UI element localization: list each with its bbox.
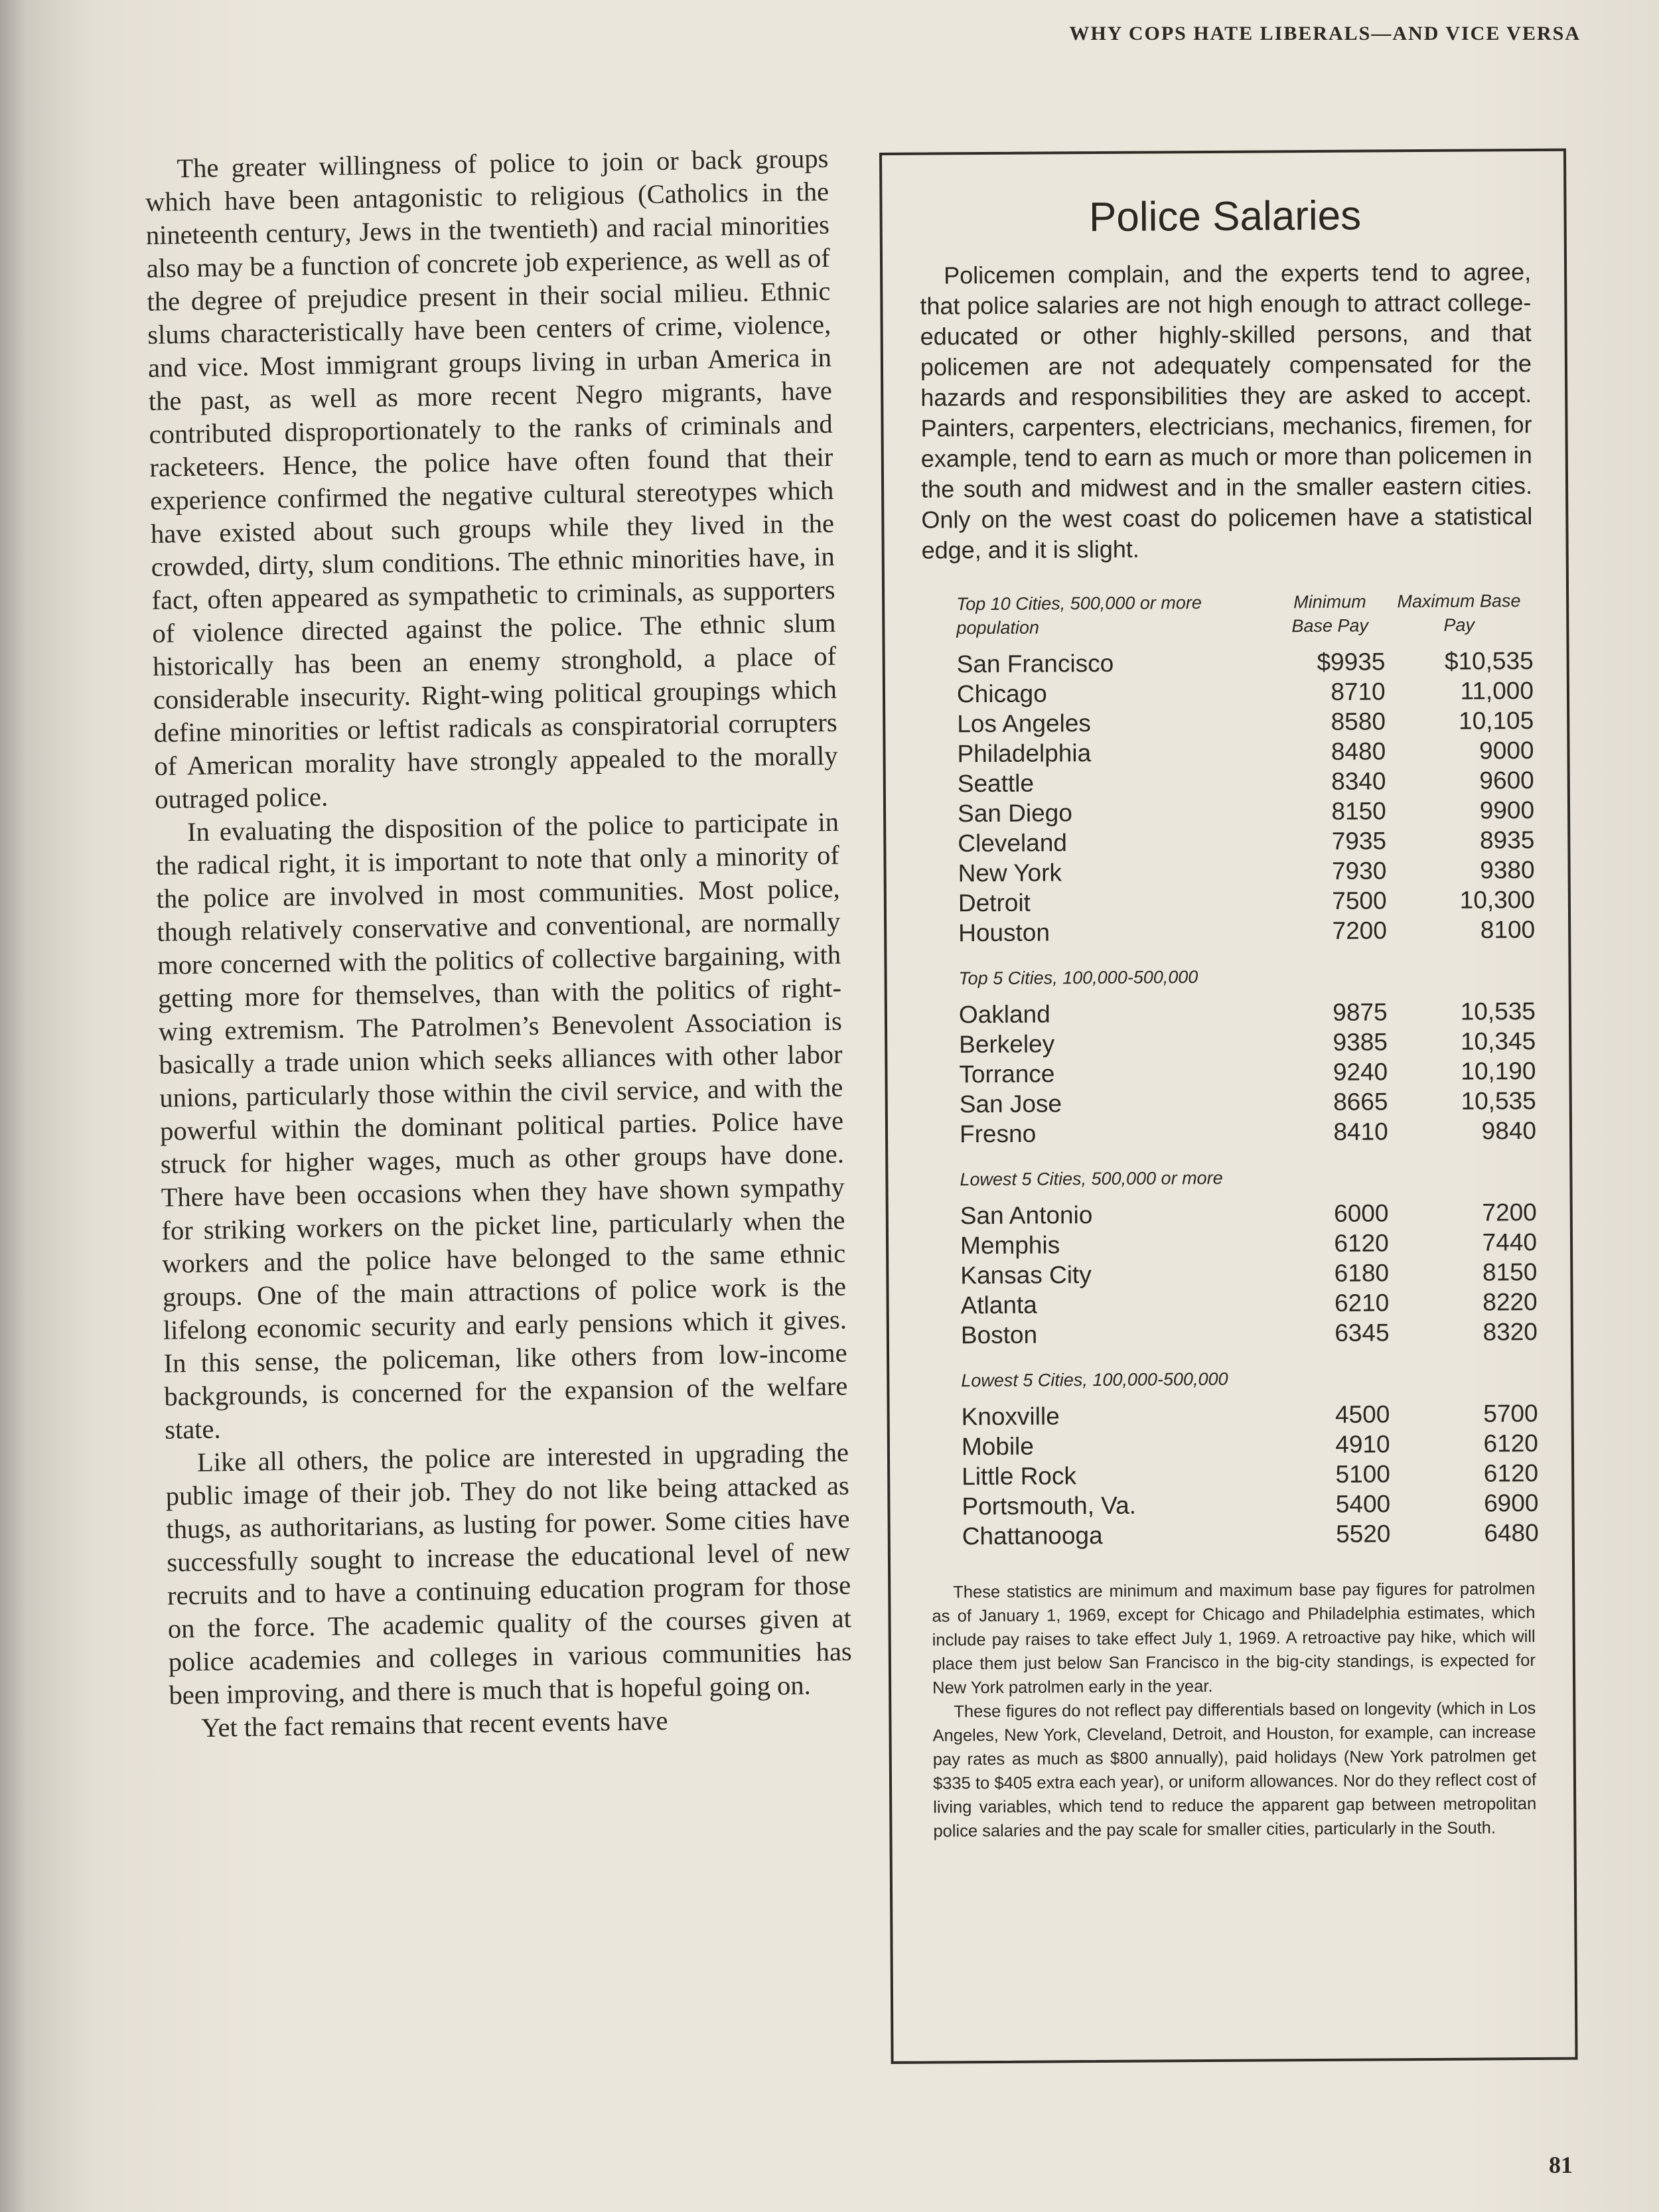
max-pay: 10,300 [1459,885,1536,914]
city-name: Memphis [960,1231,1060,1260]
table-row [926,1197,1537,1231]
max-pay: 11,000 [1460,676,1534,705]
min-pay: 6000 [1334,1199,1389,1227]
max-pay: 8935 [1479,826,1535,854]
group-header: Top 10 Cities, 500,000 or more population [956,593,1202,638]
table-row [926,1227,1537,1261]
min-pay: 8580 [1331,707,1386,735]
min-pay: 6345 [1334,1319,1390,1347]
city-name: Chattanooga [962,1521,1103,1550]
sidebar-title: Police Salaries [1088,192,1362,241]
max-pay: 6120 [1483,1459,1539,1487]
min-pay: 7930 [1331,857,1387,885]
max-pay: 9900 [1479,796,1535,824]
min-pay: $9935 [1317,648,1386,676]
min-pay: 9875 [1333,998,1388,1026]
table-row [926,1257,1537,1291]
max-pay: 8220 [1482,1288,1538,1316]
group-label: Top 5 Cities, 100,000-500,000 [958,967,1198,989]
salary-table [922,589,1539,1552]
table-row [924,1056,1536,1090]
max-pay: 9840 [1481,1116,1537,1145]
group-label: Lowest 5 Cities, 100,000-500,000 [961,1368,1228,1391]
table-row [924,1026,1536,1060]
min-pay: 9240 [1333,1058,1388,1086]
body-paragraph: In evaluating the disposition of the police to participate in the radical right, it is important to note that only a minority of the police are involved in most communities. Most police, though relatively conservative and conventional, are normally more concerned with the politics of collective bargaining, with getting more for themselves, than with the politics of right-wing extremism. The Patrolmen’s Benevolent Association is basically a trade union which seeks alliances with other labor unions, particularly those within the civil service, and with the powerful within the dominant political parties. Police have struck for higher wages, much as other groups have done. There have been occasions when they have shown sympathy for striking workers on the picket line, particularly when the workers and the police have belonged to the same ethnic groups. One of the main attractions of police work is the lifelong economic security and early pensions which it gives. In this sense, the policeman, like others from low-income backgrounds, is concerned for the expansion of the welfare state. [155,806,848,1445]
city-name: Seattle [957,769,1035,798]
table-row [924,915,1535,948]
city-name: Little Rock [962,1462,1077,1491]
police-salaries-sidebar [879,149,1578,2064]
min-pay: 8150 [1331,797,1386,825]
max-pay: 6480 [1484,1518,1539,1547]
city-name: Cleveland [958,829,1068,857]
min-pay-header: Minimum Base Pay [1291,591,1369,636]
body-paragraph: Yet the fact remains that recent events have [200,1705,668,1743]
city-name: Kansas City [960,1261,1092,1290]
max-pay: 6900 [1484,1489,1539,1517]
group-label: Lowest 5 Cities, 500,000 or more [960,1167,1223,1190]
page-number: 81 [1549,2152,1573,2178]
table-header-row [922,589,1534,650]
min-pay: 8665 [1333,1088,1388,1116]
min-pay: 5100 [1335,1460,1391,1488]
min-pay: 7935 [1331,827,1387,855]
city-name: Berkeley [959,1030,1055,1059]
table-row [925,1086,1536,1120]
min-pay: 6210 [1334,1289,1390,1317]
max-pay: 10,345 [1460,1027,1536,1055]
min-pay: 8410 [1333,1118,1388,1145]
city-name: Philadelphia [957,739,1092,768]
max-pay: 7440 [1482,1228,1538,1256]
city-name: Knoxville [961,1402,1060,1431]
min-pay: 7200 [1332,917,1388,944]
group-label-row [926,1347,1538,1402]
max-pay-header: Maximum Base Pay [1397,591,1521,635]
table-row [924,885,1535,919]
city-name: Portsmouth, Va. [962,1491,1137,1520]
max-pay: 9380 [1480,855,1535,884]
sidebar-notes [928,1577,1540,1844]
table-row [923,795,1534,829]
table-row [928,1518,1539,1552]
city-name: San Diego [957,799,1073,828]
table-row [923,825,1534,859]
max-pay: 10,535 [1460,997,1536,1025]
table-row [926,1287,1537,1321]
min-pay: 8480 [1331,737,1386,765]
sidebar-note: These statistics are minimum and maximum base pay figures for patrolmen as of January 1, 1969, except for Chicago and Philadelphia estimates, which include pay raises to take effect July 1, 1969. A retroactive pay hike, which will place them just below San Francisco in the big-city standings, is expected for New York patrolmen early in the year. [932,1580,1536,1698]
table-row [927,1428,1538,1462]
min-pay: 8710 [1331,678,1386,705]
city-name: Boston [960,1321,1038,1349]
city-name: Fresno [959,1120,1037,1148]
table-row [927,1488,1538,1522]
max-pay: 9000 [1479,736,1534,765]
max-pay: 10,105 [1458,706,1534,735]
city-name: Mobile [961,1432,1035,1461]
min-pay: 6120 [1334,1229,1389,1257]
max-pay: 10,535 [1461,1086,1536,1115]
max-pay: 10,190 [1461,1057,1536,1085]
max-pay: 9600 [1479,766,1534,794]
table-row [922,646,1534,680]
city-name: Detroit [958,889,1031,917]
city-name: San Jose [959,1090,1062,1118]
max-pay: 5700 [1483,1399,1538,1428]
city-name: San Francisco [956,649,1114,678]
city-name: Chicago [956,680,1047,708]
body-text-column [145,142,853,1745]
running-head: WHY COPS HATE LIBERALS—AND VICE VERSA [1069,23,1581,44]
table-row [927,1398,1538,1432]
max-pay: 6120 [1483,1429,1539,1457]
min-pay: 7500 [1332,887,1387,915]
city-name: Torrance [959,1060,1055,1088]
max-pay: 8150 [1482,1258,1538,1286]
city-name: Oakland [958,1000,1050,1029]
min-pay: 6180 [1334,1259,1390,1287]
table-row [922,735,1534,769]
group-label-row [925,1145,1536,1201]
city-name: San Antonio [960,1201,1093,1230]
sidebar-note: These figures do not reflect pay differentials based on longevity (which in Los Angeles, New York, Cleveland, Detroit, and Houston, for example, can increase pay rates as much as $800 annually), paid holidays (New York patrolmen get $335 to $405 extra each year), or uniform allowances. Nor do they reflect cost of living variables, which tend to reduce the apparent gap between metropolitan police salaries and the pay scale for smaller cities, particularly in the South. [932,1699,1537,1841]
table-row [922,676,1534,709]
table-row [923,765,1534,799]
city-name: Atlanta [960,1291,1037,1319]
min-pay: 9385 [1333,1028,1388,1056]
city-name: Los Angeles [957,709,1091,738]
max-pay: 7200 [1482,1198,1537,1226]
min-pay: 4500 [1334,1400,1390,1428]
table-row [927,1458,1538,1492]
min-pay: 4910 [1335,1430,1390,1458]
table-row [922,705,1534,739]
table-row [923,855,1534,889]
table-row [925,1116,1536,1149]
table-row [924,996,1536,1030]
city-name: New York [958,859,1062,887]
min-pay: 8340 [1331,767,1386,795]
min-pay: 5520 [1335,1520,1391,1548]
min-pay: 5400 [1335,1490,1391,1518]
max-pay: $10,535 [1444,646,1534,675]
max-pay: 8100 [1480,915,1536,944]
body-paragraph: The greater willingness of police to join or back groups which have been antagonistic to religious (Catholics in the nineteenth century, Jews in the twentieth) and racial minorities also may be a function of concrete job experience, as well as of the degree of prejudice present in their social milieu. Ethnic slums characteristically have been centers of crime, violence, and vice. Most immigrant groups living in urban America in the past, as well as more recent Negro migrants, have contributed disproportionately to the ranks of criminals and racketeers. Hence, the police have often found that their experience confirmed the negative cultural stereotypes which have existed about such groups while they lived in the crowded, dirty, slum conditions. The ethnic minorities have, in fact, often appeared as sympathetic to criminals, as supporters of violence directed against the police. The ethnic slum historically has been an enemy stronghold, a place of considerable insecurity. Right-wing political groupings which define minorities or leftist radicals as conspiratorial corrupters of American morality have strongly appealed to the morally outraged police. [145,143,838,814]
city-name: Houston [958,919,1050,947]
body-paragraph: Like all others, the police are interested in upgrading the public image of their job. They do not like being attacked as thugs, as authoritarians, as lusting for power. Some cities have successfully sought to increase the educational level of new recruits and to have a continuing education program for those on the force. The academic quality of the courses given at police academies and colleges in various communities has been improving, and there is much that is hopeful going on. [165,1437,852,1710]
table-row [926,1317,1538,1351]
group-label-row [924,944,1535,1000]
max-pay: 8320 [1482,1317,1538,1346]
sidebar-intro: Policemen complain, and the experts tend to agree, that police salaries are not high enough to attract college-educated or other highly-skilled persons, and that policemen are not adequately compensated for the hazards and responsibilities they are asked to accept. Painters, carpenters, electricians, mechanics, firemen, for example, tend to earn as much or more than policemen in the south and midwest and in the smaller eastern cities. Only on the west coast do policemen have a statistical edge, and it is slight. [920,258,1533,564]
